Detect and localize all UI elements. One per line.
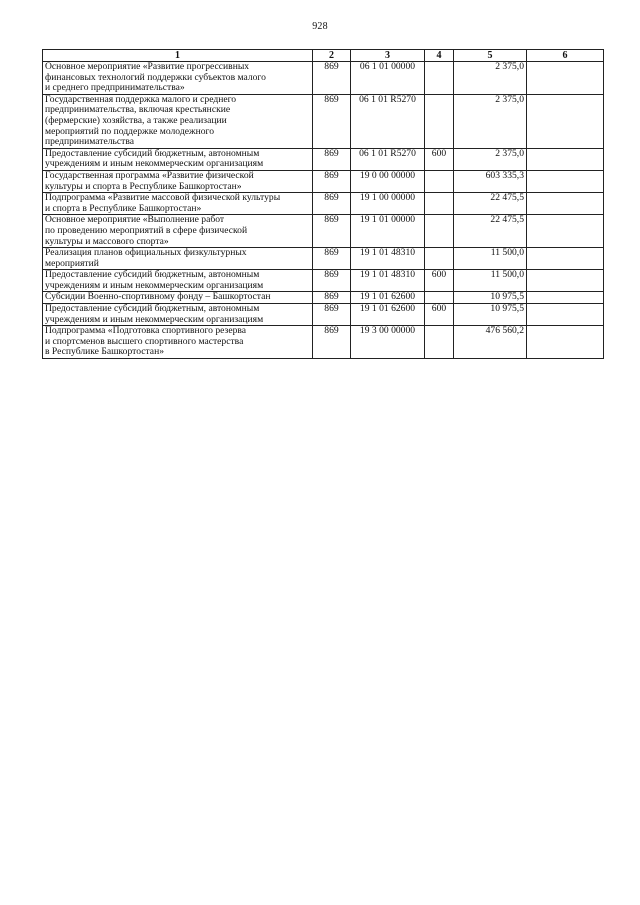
row-amount: 2 375,0 <box>454 94 527 148</box>
row-name: Предоставление субсидий бюджетным, автономным учреждениям и иным некоммерческим организациям <box>43 304 313 326</box>
row-name: Подпрограмма «Развитие массовой физической культуры и спорта в Республике Башкортостан» <box>43 193 313 215</box>
row-name: Реализация планов официальных физкультурных мероприятий <box>43 248 313 270</box>
row-name: Подпрограмма «Подготовка спортивного резерва и спортсменов высшего спортивного мастерства в Республике Башкортостан» <box>43 326 313 359</box>
row-name: Субсидии Военно-спортивному фонду – Башкортостан <box>43 292 313 304</box>
row-extra <box>527 215 604 248</box>
row-name: Государственная поддержка малого и среднего предпринимательства, включая крестьянские (фермерские) хозяйства, а также реализации мероприятий по поддержке молодежного предпринимательства <box>43 94 313 148</box>
row-ministry: 869 <box>313 148 351 170</box>
budget-table <box>42 49 604 359</box>
page-number: 928 <box>312 21 328 32</box>
table-row <box>43 193 604 215</box>
row-type: 600 <box>425 148 454 170</box>
row-extra <box>527 148 604 170</box>
column-header: 3 <box>351 50 425 62</box>
row-amount: 603 335,3 <box>454 170 527 192</box>
row-ministry: 869 <box>313 94 351 148</box>
row-type <box>425 170 454 192</box>
row-code: 06 1 01 00000 <box>351 62 425 95</box>
row-ministry: 869 <box>313 193 351 215</box>
row-type <box>425 215 454 248</box>
row-extra <box>527 62 604 95</box>
table-header-row <box>43 50 604 62</box>
row-name: Предоставление субсидий бюджетным, автономным учреждениям и иным некоммерческим организациям <box>43 148 313 170</box>
column-header: 6 <box>527 50 604 62</box>
row-code: 19 0 00 00000 <box>351 170 425 192</box>
row-extra <box>527 170 604 192</box>
row-ministry: 869 <box>313 215 351 248</box>
row-extra <box>527 292 604 304</box>
row-name: Предоставление субсидий бюджетным, автономным учреждениям и иным некоммерческим организациям <box>43 270 313 292</box>
row-code: 19 1 01 48310 <box>351 248 425 270</box>
table-row <box>43 248 604 270</box>
row-extra <box>527 94 604 148</box>
row-ministry: 869 <box>313 292 351 304</box>
row-code: 06 1 01 R5270 <box>351 94 425 148</box>
row-amount: 22 475,5 <box>454 215 527 248</box>
table-row <box>43 94 604 148</box>
row-name: Государственная программа «Развитие физической культуры и спорта в Республике Башкортостан» <box>43 170 313 192</box>
row-extra <box>527 304 604 326</box>
table-row <box>43 215 604 248</box>
row-ministry: 869 <box>313 170 351 192</box>
row-code: 19 1 01 62600 <box>351 304 425 326</box>
row-code: 19 1 01 62600 <box>351 292 425 304</box>
row-type <box>425 94 454 148</box>
row-ministry: 869 <box>313 304 351 326</box>
row-extra <box>527 326 604 359</box>
row-amount: 2 375,0 <box>454 62 527 95</box>
row-extra <box>527 248 604 270</box>
row-ministry: 869 <box>313 326 351 359</box>
row-code: 06 1 01 R5270 <box>351 148 425 170</box>
row-type: 600 <box>425 270 454 292</box>
row-amount: 476 560,2 <box>454 326 527 359</box>
row-extra <box>527 193 604 215</box>
row-amount: 2 375,0 <box>454 148 527 170</box>
column-header: 1 <box>43 50 313 62</box>
row-amount: 11 500,0 <box>454 270 527 292</box>
column-header: 2 <box>313 50 351 62</box>
row-extra <box>527 270 604 292</box>
row-amount: 22 475,5 <box>454 193 527 215</box>
row-ministry: 869 <box>313 248 351 270</box>
table-row <box>43 270 604 292</box>
row-name: Основное мероприятие «Выполнение работ по проведению мероприятий в сфере физической культуры и массового спорта» <box>43 215 313 248</box>
column-header: 5 <box>454 50 527 62</box>
row-ministry: 869 <box>313 270 351 292</box>
row-type: 600 <box>425 304 454 326</box>
row-type <box>425 248 454 270</box>
row-code: 19 1 01 00000 <box>351 215 425 248</box>
row-name: Основное мероприятие «Развитие прогрессивных финансовых технологий поддержки субъектов малого и среднего предпринимательства» <box>43 62 313 95</box>
row-amount: 11 500,0 <box>454 248 527 270</box>
table-row <box>43 304 604 326</box>
row-code: 19 1 01 48310 <box>351 270 425 292</box>
row-ministry: 869 <box>313 62 351 95</box>
row-type <box>425 326 454 359</box>
table-row <box>43 62 604 95</box>
row-type <box>425 62 454 95</box>
table-row <box>43 170 604 192</box>
row-amount: 10 975,5 <box>454 304 527 326</box>
row-amount: 10 975,5 <box>454 292 527 304</box>
row-code: 19 3 00 00000 <box>351 326 425 359</box>
row-type <box>425 292 454 304</box>
row-type <box>425 193 454 215</box>
column-header: 4 <box>425 50 454 62</box>
table-row <box>43 148 604 170</box>
row-code: 19 1 00 00000 <box>351 193 425 215</box>
table-row <box>43 326 604 359</box>
table-row <box>43 292 604 304</box>
